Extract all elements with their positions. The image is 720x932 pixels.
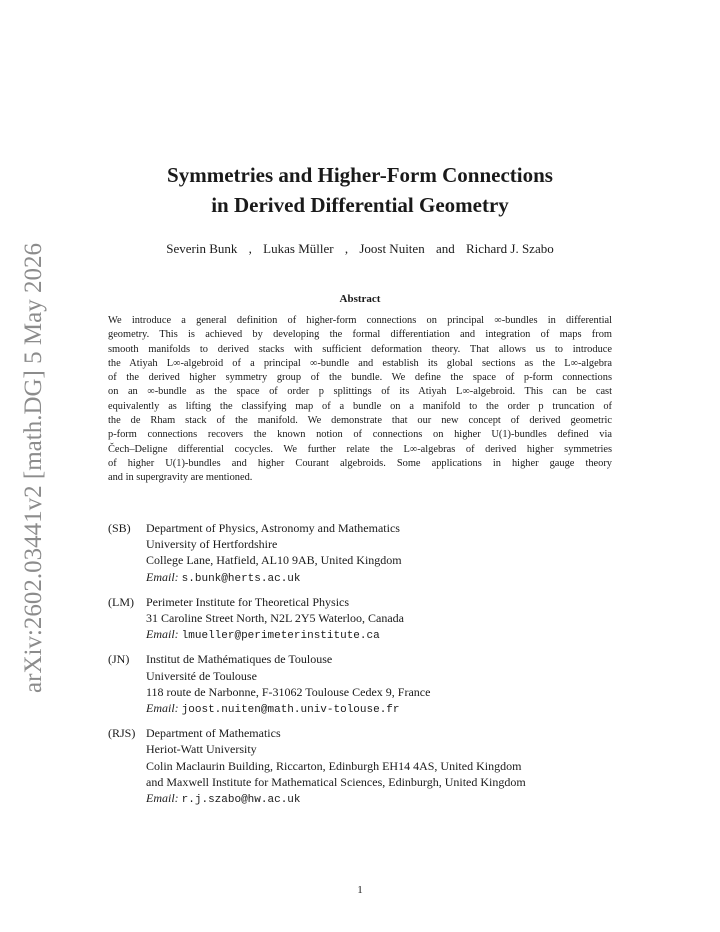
title-line-1: Symmetries and Higher-Form Connections [167,163,553,187]
affiliation-sb [108,520,628,587]
affiliation-line: University of Hertfordshire [146,537,278,552]
author-separator: and [435,241,455,256]
affiliation-tag: (RJS) [108,726,136,741]
email-link[interactable]: lmueller@perimeterinstitute.ca [181,630,380,643]
arxiv-identifier: arXiv:2602.03441v2 [math.DG] 5 May 2026 [20,243,48,693]
abstract-line: and in supergravity are mentioned. [108,472,253,484]
arxiv-stamp [8,243,60,693]
abstract-line: of higher U(1)-bundles and higher Courant algebroids. Some applications in higher gauge theory [108,457,612,469]
affiliation-line: Institut de Mathématiques de Toulouse [146,652,333,667]
email-label: Email: [146,627,179,642]
affiliation-line: Colin Maclaurin Building, Riccarton, Edinburgh EH14 4AS, United Kingdom [146,758,522,773]
affiliation-line: 31 Caroline Street North, N2L 2Y5 Waterloo, Canada [146,611,404,626]
affiliation-line: and Maxwell Institute for Mathematical Sciences, Edinburgh, United Kingdom [146,774,526,789]
abstract-line: the de Rham stack of the manifold. We demonstrate that our new concept of derived geometric [108,415,612,427]
email-row [146,790,628,808]
author-list [0,241,720,257]
page-number: 1 [357,884,363,896]
email-link[interactable]: joost.nuiten@math.univ-tolouse.fr [181,704,400,717]
email-row [146,569,628,587]
affiliation-line: Perimeter Institute for Theoretical Physics [146,594,350,609]
affiliation-lm [108,594,628,645]
abstract-body [108,314,612,486]
affiliation-tag: (SB) [108,521,131,535]
abstract-heading: Abstract [339,293,381,305]
affiliation-rjs [108,725,628,808]
email-link[interactable]: r.j.szabo@hw.ac.uk [181,794,301,807]
affiliation-line: Department of Physics, Astronomy and Mathematics [146,521,400,535]
author-name: Joost Nuiten [359,241,425,256]
abstract-line: geometry. This is achieved by developing the formal differentiation and integration of maps from [108,329,612,341]
affiliation-tag: (JN) [108,652,130,667]
email-row [146,626,628,644]
abstract-line: the Atiyah L∞-algebroid of a principal ∞-bundle and establish its global sections as the L∞-algebra [108,357,612,369]
author-separator: , [344,241,349,256]
affiliation-line: Université de Toulouse [146,668,257,683]
affiliation-line: 118 route de Narbonne, F-31062 Toulouse Cedex 9, France [146,684,431,699]
affiliation-jn [108,651,628,718]
abstract-line: of the derived higher symmetry group of the bundle. We define the space of p-form connections [108,372,612,384]
email-label: Email: [146,569,179,584]
abstract-line: p-form connections recovers the known notion of connections on higher U(1)-bundles defined via [108,429,612,441]
author-separator: , [248,241,252,256]
author-name: Lukas Müller [263,241,334,256]
abstract-line: We introduce a general definition of higher-form connections on principal ∞-bundles in differential [108,315,612,326]
email-label: Email: [146,701,179,716]
affiliation-line: Heriot-Watt University [146,742,257,757]
abstract-line: smooth manifolds to derived stacks with sufficient deformation theory. That allows us to introduce [108,343,612,355]
title-line-2: in Derived Differential Geometry [211,193,509,217]
affiliations [108,520,628,815]
affiliation-line: College Lane, Hatfield, AL10 9AB, United Kingdom [146,553,402,568]
author-name: Richard J. Szabo [465,241,554,256]
email-label: Email: [146,791,179,806]
abstract-line: on an ∞-bundle as the space of order p splittings of its Atiyah L∞-algebroid. This can be cast [108,386,612,398]
author-name: Severin Bunk [166,241,238,256]
abstract-line: equivalently as lifting the classifying map of a bundle on a manifold to the order p truncation of [108,400,612,412]
affiliation-tag: (LM) [108,594,134,609]
paper-title [0,160,720,220]
email-row [146,700,628,718]
email-link[interactable]: s.bunk@herts.ac.uk [181,572,301,585]
affiliation-line: Department of Mathematics [146,726,281,741]
abstract-line: Čech–Deligne differential cocycles. We further relate the L∞-algebras of derived higher symmetries [108,443,612,455]
